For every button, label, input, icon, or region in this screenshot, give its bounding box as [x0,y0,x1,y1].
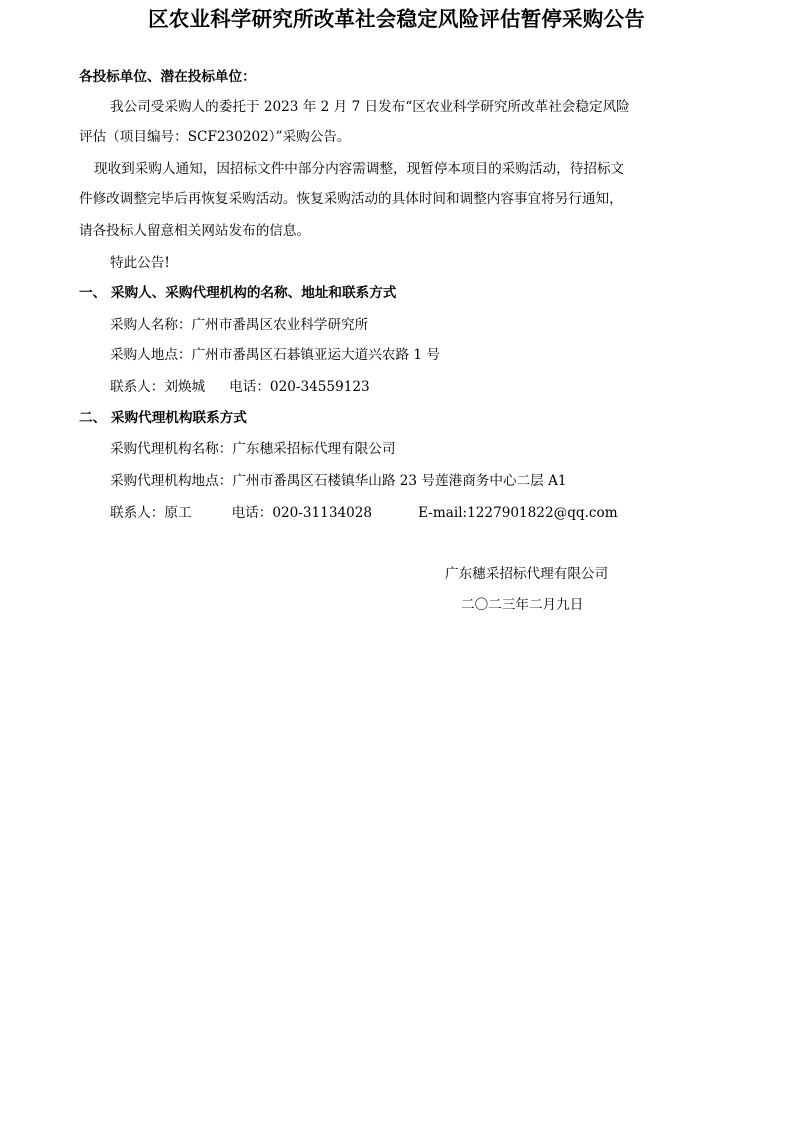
salutation: 各投标单位、潜在投标单位： [79,69,256,85]
section1-heading: 一、 采购人、采购代理机构的名称、地址和联系方式 [79,285,397,301]
purchaser-contact-row [110,378,370,396]
agency-address: 采购代理机构地点：广州市番禺区石楼镇华山路 23 号莲港商务中心二层 A1 [110,473,567,489]
agency-name: 采购代理机构名称：广东穗采招标代理有限公司 [110,441,396,457]
paragraph1-line1: 我公司受采购人的委托于 2023 年 2 月 7 日发布“区农业科学研究所改革社会稳定风险 [110,99,630,115]
paragraph1-line2: 评估（项目编号：SCF230202）”采购公告。 [79,129,351,145]
signature-date: 二〇二三年二月九日 [461,597,584,613]
purchaser-address: 采购人地点：广州市番禺区石碁镇亚运大道兴农路 1 号 [110,347,440,363]
purchaser-contact: 联系人：刘焕城 [110,379,206,395]
agency-phone: 电话：020-31134028 [231,505,373,521]
paragraph2-line1: 现收到采购人通知，因招标文件中部分内容需调整，现暂停本项目的采购活动，待招标文 [94,161,625,177]
purchaser-phone: 电话：020-34559123 [229,379,370,395]
agency-contact-row [110,504,618,522]
closing-remark: 特此公告! [110,255,170,271]
page-title: 区农业科学研究所改革社会稳定风险评估暂停采购公告 [148,7,645,31]
agency-email: E-mail:1227901822@qq.com [418,505,618,521]
signature-organization: 广东穗采招标代理有限公司 [445,566,609,582]
agency-contact: 联系人：原工 [110,505,192,521]
section2-heading: 二、 采购代理机构联系方式 [79,410,247,426]
paragraph2-line2: 件修改调整完毕后再恢复采购活动。恢复采购活动的具体时间和调整内容事宜将另行通知， [79,191,623,207]
purchaser-name: 采购人名称：广州市番禺区农业科学研究所 [110,317,369,333]
paragraph2-line3: 请各投标人留意相关网站发布的信息。 [79,223,311,239]
